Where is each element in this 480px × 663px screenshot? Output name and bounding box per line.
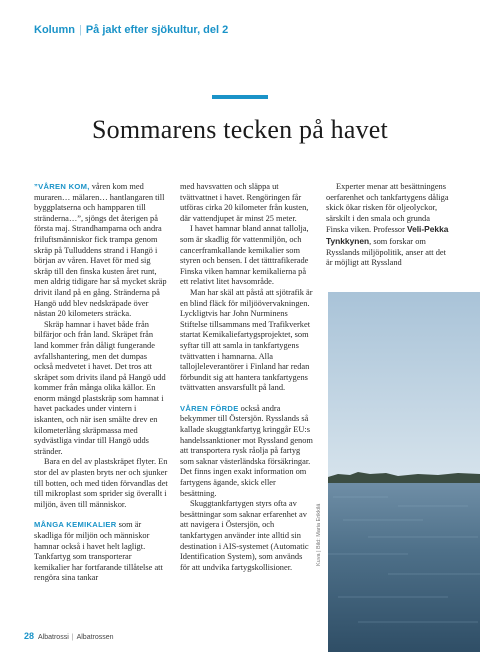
paragraph-text: Man har skäl att påstå att sjötrafik är en blind fläck för miljöövervakningen. Lyckligtvis har John Nurminens Stiftelse tillsammans med Trafikverket startat Kemikaliefartygsprojektet, som syftar till att samla in tankfartygens tvättvatten i hamnarna. Alla tallojleleverantörer i Finland har redan förbundit sig att hantera tankfartygens tvättvatten ansvarsfullt på land.: [180, 287, 313, 393]
paragraph-text: Experter menar att besättningens oerfarenhet och tankfartygens dåliga skick ökar risken för oljeolyckor, särskilt i den smala och grunda Finska viken. Professor: [326, 182, 449, 235]
header-separator: |: [78, 24, 82, 36]
article-column-1: [34, 182, 168, 584]
paragraph: [180, 182, 314, 224]
author-name: Veli-Pekka Tynkkynen: [326, 224, 449, 246]
paragraph: [34, 320, 168, 458]
paragraph-text: I havet hamnar bland annat tallolja, som är skadlig för vattenmiljön, och cancerframkallande kemikalier som styren och bensen. I det tätttrafikerade Finska viken hamnar kemikalierna på ett relativt litet havsområde.: [180, 224, 309, 287]
paragraph: [326, 182, 454, 269]
paragraph: [180, 499, 314, 573]
paragraph-lead: MÅNGA KEMIKALIER: [34, 520, 117, 530]
paragraph: [34, 182, 168, 320]
paragraph: [34, 520, 168, 584]
sea-photo: [328, 292, 480, 652]
paragraph-text: våren kom med muraren… mälaren… hantlangaren till byggplatserna och hampparen till stränderna…”, sjöngs det återigen på första maj. Strandhamparna och andra friluftsmänniskor fick trampa genom skräp på Tulluddens strand i Hangö i början av våren. Havet för med sig skräp till den finska kusten året runt, men aldrig tidigare har så mycket skräp drivit iland på en gång. Stränderna på Hangö udd blev nedskräpade över nästan 20 kilometers sträcka.: [34, 182, 167, 319]
paragraph-lead: ”VÅREN KOM,: [34, 182, 90, 191]
paragraph: [180, 288, 314, 394]
magazine-name-sv: Albatrossen: [76, 634, 114, 641]
series-label: På jakt efter sjökultur, del 2: [85, 24, 229, 36]
article-column-3: [326, 182, 454, 269]
accent-rule: [212, 95, 268, 99]
magazine-name: Albatrossi: [38, 634, 69, 641]
paragraph-text: också andra bekymmer till Östersjön. Rysslands så kallade skuggtankfartyg kringgår EU:s handelssanktioner mot Ryssland genom att transportera rysk råolja på fartyg som saknar västerländska försäkringar. Det finns ingen exakt information om fartygens ägande, skick eller besättning.: [180, 403, 313, 498]
page-number: 28: [24, 631, 35, 641]
paragraph-text: Skuggtankfartygen styrs ofta av besättningar som saknar erfarenhet av att navigera i Östersjön, och tankfartygen använder inte alltid sin destination i AIS-systemet (Automatic Identification System), som används för att undvika fartygskollisioner.: [180, 499, 309, 572]
section-label: Kolumn: [34, 24, 75, 36]
paragraph-text: som är skadliga för miljön och människor hamnar också i havet helt lagligt. Tankfartyg som transporterar kemikalier har fortfarande tillåtelse att rengöra sina tankar: [34, 520, 163, 583]
article-title: Sommarens tecken på havet: [92, 115, 388, 144]
paragraph-text: med havsvatten och släppa ut tvättvattnet i havet. Rengöringen får utföras cirka 20 kilometer från kusten, där vattendjupet är minst 25 meter.: [180, 182, 309, 223]
article-column-2: [180, 182, 314, 573]
paragraph-text: , som forskar om Rysslands miljöpolitik, anser att det är möjligt att Ryssland: [326, 236, 446, 268]
paragraph: [180, 224, 314, 288]
paragraph-text: Skräp hamnar i havet både från bilfärjor och från land. Skräpet från land kommer från dåligt fungerande avfallshantering, men det dumpas också medvetet i havet. Det tros att skräpet som drivits iland på Hangö udd kommer från många olika källor. En enorm mängd plastskräp som hamnat i havet packades under vintern i iskanten, och när isen smälte drev en kilometerlång skräpmassa med sydvästliga vindar till Hangö udds stränder.: [34, 319, 166, 456]
page-footer: [24, 631, 114, 641]
section-header: [34, 24, 228, 36]
paragraph: [180, 404, 314, 499]
footer-separator: |: [71, 634, 74, 641]
photo-credit: Kuva | Bild: Maria Erikkilä: [316, 503, 322, 566]
paragraph-text: Bara en del av plastskräpet flyter. En stor del av plasten bryts ner och sjunker till botten, och med tiden förvandlas det till mikroplast som sprider sig överallt i miljön, även till människor.: [34, 457, 168, 509]
paragraph-lead: VÅREN FÖRDE: [180, 403, 239, 413]
paragraph: [34, 457, 168, 510]
